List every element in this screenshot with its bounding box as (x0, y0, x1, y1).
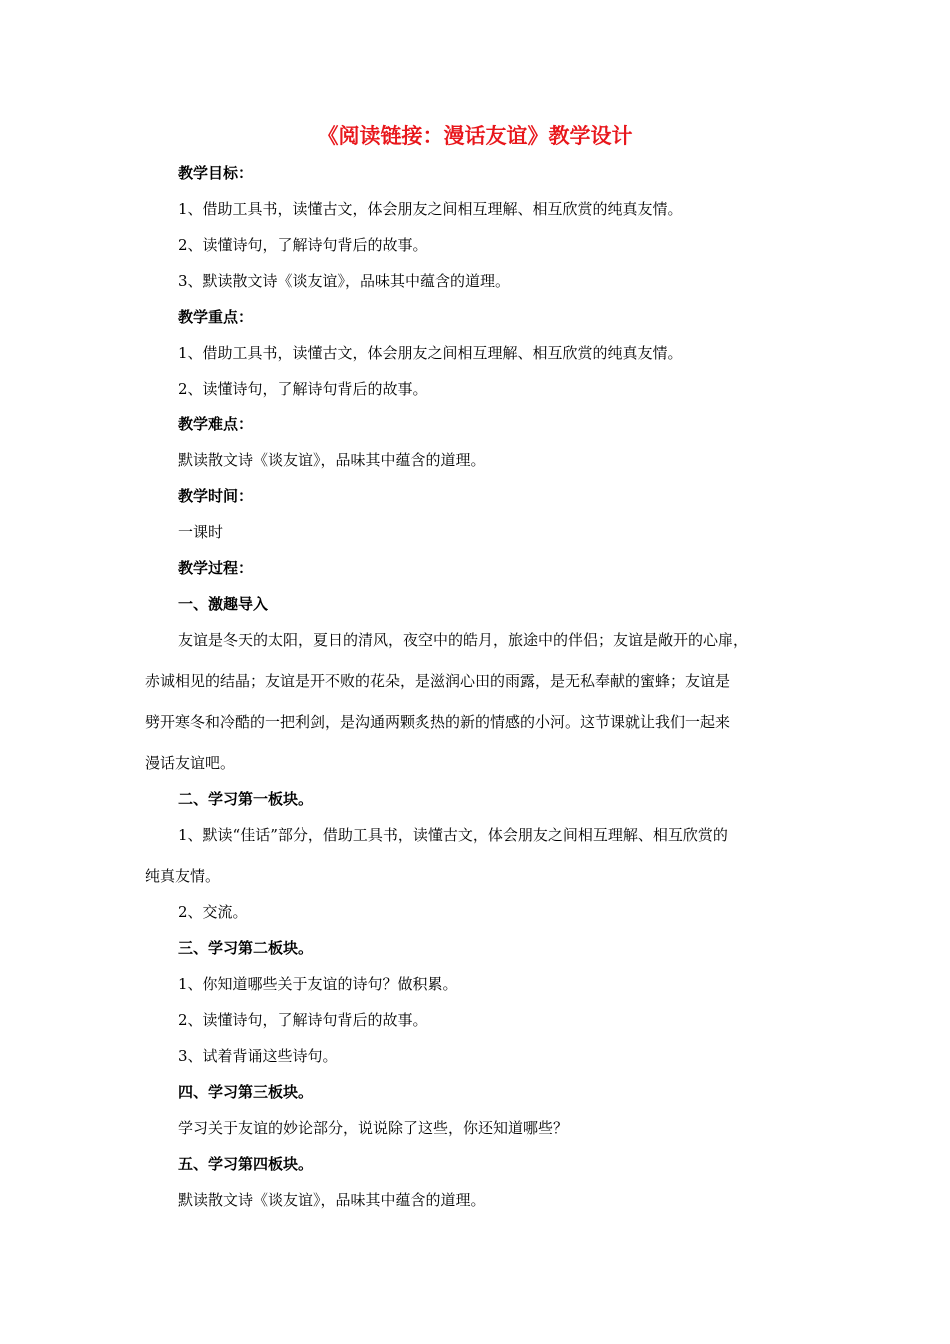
section3-heading: 三、学习第二板块。 (178, 939, 314, 957)
section1-paragraph-line-2: 赤诚相见的结晶；友谊是开不败的花朵，是滋润心田的雨露，是无私奉献的蜜蜂；友谊是 (145, 672, 731, 690)
process-heading: 教学过程： (178, 559, 254, 577)
document-title: 《阅读链接：漫话友谊》教学设计 (317, 123, 633, 148)
section1-paragraph-line-3: 劈开寒冬和冷酷的一把利剑，是沟通两颗炙热的新的情感的小河。这节课就让我们一起来 (145, 713, 731, 731)
time-text: 一课时 (178, 523, 224, 541)
section3-item-1: 1、你知道哪些关于友谊的诗句？做积累。 (178, 975, 458, 993)
section1-heading: 一、激趣导入 (178, 595, 269, 613)
section4-text: 学习关于友谊的妙论部分，说说除了这些，你还知道哪些？ (178, 1119, 569, 1137)
section3-item-3: 3、试着背诵这些诗句。 (178, 1047, 338, 1065)
section2-item1-line-2: 纯真友情。 (145, 867, 221, 885)
goal-item-2: 2、读懂诗句，了解诗句背后的故事。 (178, 236, 428, 254)
goal-item-3: 3、默读散文诗《谈友谊》，品味其中蕴含的道理。 (178, 272, 511, 290)
section1-paragraph-line-1: 友谊是冬天的太阳，夏日的清风，夜空中的皓月，旅途中的伴侣；友谊是敞开的心扉， (178, 631, 749, 649)
section5-text: 默读散文诗《谈友谊》，品味其中蕴含的道理。 (178, 1191, 486, 1209)
section4-heading: 四、学习第三板块。 (178, 1083, 314, 1101)
goal-item-1: 1、借助工具书，读懂古文，体会朋友之间相互理解、相互欣赏的纯真友情。 (178, 200, 683, 218)
section2-item1-line-1: 1、默读“佳话”部分，借助工具书，读懂古文，体会朋友之间相互理解、相互欣赏的 (178, 826, 728, 844)
section2-item2: 2、交流。 (178, 903, 248, 921)
section3-item-2: 2、读懂诗句，了解诗句背后的故事。 (178, 1011, 428, 1029)
key-points-heading: 教学重点： (178, 308, 254, 326)
key-point-1: 1、借助工具书，读懂古文，体会朋友之间相互理解、相互欣赏的纯真友情。 (178, 344, 683, 362)
time-heading: 教学时间： (178, 487, 254, 505)
difficulty-heading: 教学难点： (178, 415, 254, 433)
goals-heading: 教学目标： (178, 164, 254, 182)
section2-heading: 二、学习第一板块。 (178, 790, 314, 808)
difficulty-text: 默读散文诗《谈友谊》，品味其中蕴含的道理。 (178, 451, 486, 469)
key-point-2: 2、读懂诗句，了解诗句背后的故事。 (178, 380, 428, 398)
section1-paragraph-line-4: 漫话友谊吧。 (145, 754, 236, 772)
section5-heading: 五、学习第四板块。 (178, 1155, 314, 1173)
